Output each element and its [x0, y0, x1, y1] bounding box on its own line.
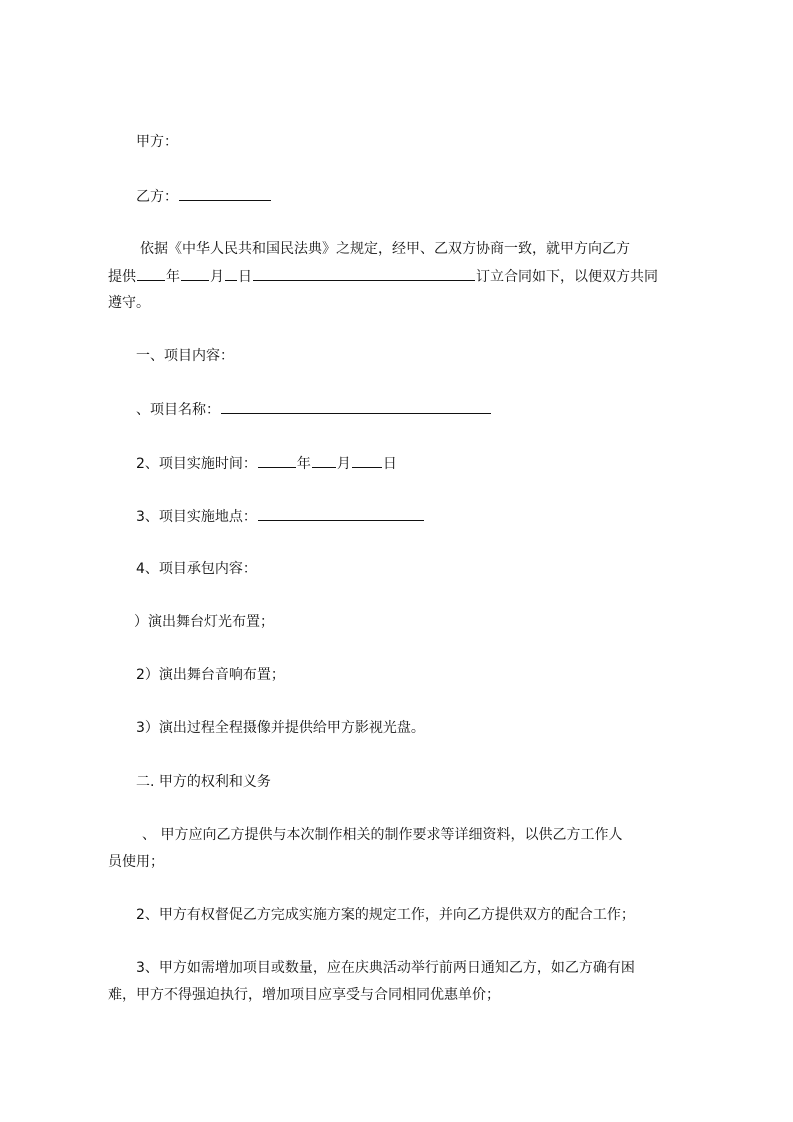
section-1-title: 一、项目内容：: [136, 348, 234, 364]
sub-item-2-line: [136, 666, 285, 684]
section-2-heading: [136, 773, 271, 791]
sub-item-1-line: [134, 613, 274, 631]
intro-subject-blank: [253, 267, 475, 281]
section-1-heading: [136, 347, 234, 365]
intro-day: 日: [238, 269, 252, 285]
intro-line-1: [140, 240, 630, 258]
party-b-line: [136, 187, 272, 205]
party-b-blank: [179, 187, 271, 201]
intro-provide: 提供: [108, 269, 136, 285]
intro-line-3: [108, 294, 150, 312]
item-1-blank: [221, 400, 491, 414]
item-2-day: 日: [382, 456, 397, 472]
intro-year: 年: [166, 269, 180, 285]
item-3-line: [136, 507, 425, 525]
item-2-label: 2、项目实施时间：: [136, 456, 257, 472]
item-1-line: [136, 400, 492, 418]
sub-item-3-line: [136, 719, 425, 737]
para-3-line-2: [108, 986, 500, 1004]
intro-line-2: [108, 267, 698, 285]
para-2-text: 2、甲方有权督促乙方完成实施方案的规定工作，并向乙方提供双方的配合工作；: [136, 907, 635, 923]
party-a-label: 甲方：: [136, 134, 178, 150]
para-1-text-1: 、 甲方应向乙方提供与本次制作相关的制作要求等详细资料，以供乙方工作人: [142, 827, 623, 843]
item-4-label: 4、项目承包内容：: [136, 561, 257, 577]
item-2-year: 年: [296, 456, 311, 472]
party-a-line: [136, 133, 178, 151]
para-3-line-1: [136, 959, 635, 977]
item-3-label: 3、项目实施地点：: [136, 509, 257, 525]
intro-month-blank: [181, 267, 209, 281]
intro-year-blank: [137, 267, 165, 281]
sub-item-3: 3）演出过程全程摄像并提供给甲方影视光盘。: [136, 720, 425, 736]
section-2-title: 二. 甲方的权利和义务: [136, 774, 271, 790]
para-1-line-1: [142, 826, 622, 844]
item-1-label: 、项目名称：: [136, 402, 220, 418]
item-2-month: 月: [336, 456, 351, 472]
item-4-line: [136, 560, 257, 578]
item-3-blank: [258, 507, 424, 521]
sub-item-2: 2）演出舞台音响布置；: [136, 667, 285, 683]
sub-item-1: ）演出舞台灯光布置；: [134, 614, 274, 630]
para-2-line: [136, 906, 635, 924]
item-2-line: [136, 454, 397, 472]
para-3-text-1: 3、甲方如需增加项目或数量，应在庆典活动举行前两日通知乙方，如乙方确有困: [136, 960, 635, 976]
intro-text-2: 订立合同如下，以便双方共同: [476, 269, 658, 285]
intro-text-1: 依据《中华人民共和国民法典》之规定，经甲、乙双方协商一致，就甲方向乙方: [140, 241, 630, 257]
para-1-line-2: [108, 853, 164, 871]
item-2-month-blank: [312, 454, 336, 468]
intro-day-blank: [225, 267, 237, 281]
para-3-text-2: 难，甲方不得强迫执行，增加项目应享受与合同相同优惠单价；: [108, 987, 500, 1003]
party-b-label: 乙方：: [136, 189, 178, 205]
intro-month: 月: [210, 269, 224, 285]
item-2-year-blank: [258, 454, 296, 468]
para-1-text-2: 员使用；: [108, 854, 164, 870]
item-2-day-blank: [352, 454, 382, 468]
intro-text-3: 遵守。: [108, 295, 150, 311]
